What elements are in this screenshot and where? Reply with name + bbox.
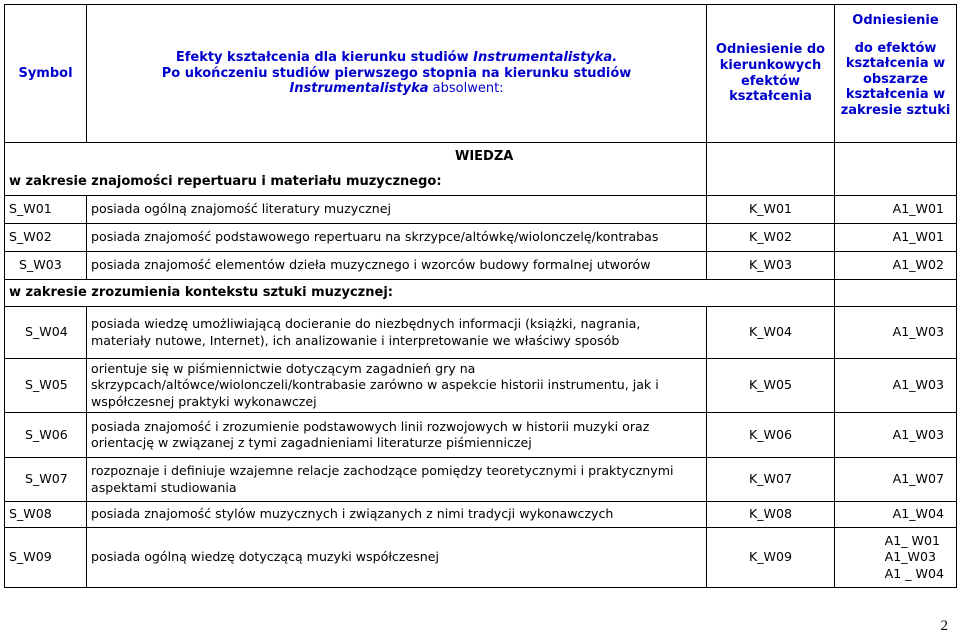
symbol-cell: S_W08 [5, 502, 87, 528]
obszar-ref-2: A1_W03 [884, 549, 936, 565]
obszar-ref-3: A1 _ W04 [884, 565, 944, 581]
empty-cell [835, 143, 957, 196]
obszar-header-rest: do efektów kształcenia w obszarze kształcenia w zakresie sztuki [840, 40, 951, 118]
description-cell: posiada wiedzę umożliwiającą docieranie do niezbędnych informacji (książki, nagrania, materiały nutowe, Internet), ich analizowanie i interpretowanie we właściwy sposób [87, 307, 707, 359]
description-cell: rozpoznaje i definiuje wzajemne relacje zachodzące pomiędzy teoretycznymi i praktycznymi aspektami studiowania [87, 458, 707, 502]
table-row [5, 502, 957, 528]
obszar-ref-cell: A1_W03 [835, 307, 957, 359]
obszar-header [835, 5, 957, 143]
title-line3-rest: absolwent: [428, 81, 504, 97]
title-line1: Efekty kształcenia dla kierunku studiów [175, 50, 474, 66]
kier-ref-cell: K_W06 [707, 413, 835, 458]
wiedza-heading: WIEDZA [455, 149, 514, 164]
kier-ref-cell: K_W09 [707, 528, 835, 588]
symbol-cell: S_W04 [5, 307, 87, 359]
kier-ref-cell: K_W05 [707, 359, 835, 413]
table-row [5, 458, 957, 502]
obszar-ref-1: A1_ W01 [884, 532, 940, 548]
table-row [5, 359, 957, 413]
kierunkowe-header: Odniesienie do kierunkowych efektów kształcenia [707, 5, 835, 143]
obszar-header-top: Odniesienie [852, 13, 939, 28]
obszar-ref-cell: A1_W03 [835, 413, 957, 458]
symbol-cell: S_W02 [5, 224, 87, 252]
description-cell: posiada znajomość stylów muzycznych i związanych z nimi tradycji wykonawczych [87, 502, 707, 528]
symbol-cell: S_W01 [5, 196, 87, 224]
section-wiedza-row [5, 143, 957, 196]
kontekst-subsection-row [5, 280, 957, 307]
page-number: 2 [940, 618, 948, 634]
title-line2: Po ukończeniu studiów pierwszego stopnia na kierunku studiów [161, 65, 632, 81]
header-row [5, 5, 957, 143]
kier-ref-cell: K_W02 [707, 224, 835, 252]
empty-cell [707, 143, 835, 196]
kier-ref-cell: K_W07 [707, 458, 835, 502]
symbol-cell: S_W06 [5, 413, 87, 458]
table-row [5, 224, 957, 252]
description-cell: posiada ogólną wiedzę dotyczącą muzyki współczesnej [87, 528, 707, 588]
obszar-ref-cell: A1_W01 [835, 224, 957, 252]
description-cell: posiada znajomość elementów dzieła muzycznego i wzorców budowy formalnej utworów [87, 252, 707, 280]
obszar-ref-cell: A1_W02 [835, 252, 957, 280]
obszar-ref-cell: A1_W03 [835, 359, 957, 413]
symbol-cell: S_W05 [5, 359, 87, 413]
table-row [5, 307, 957, 359]
symbol-cell: S_W03 [5, 252, 87, 280]
repertuar-subsection [5, 143, 707, 196]
symbol-cell: S_W09 [5, 528, 87, 588]
kier-ref-cell: K_W04 [707, 307, 835, 359]
title-header [87, 5, 707, 143]
table-row [5, 413, 957, 458]
title-line3-italic: Instrumentalistyka [289, 81, 429, 97]
repertuar-label: w zakresie znajomości repertuaru i materiału muzycznego: [9, 174, 442, 190]
obszar-ref-cell: A1_W07 [835, 458, 957, 502]
kier-ref-cell: K_W08 [707, 502, 835, 528]
obszar-ref-cell: A1_W01 [835, 196, 957, 224]
description-cell: posiada znajomość podstawowego repertuaru na skrzypce/altówkę/wiolonczelę/kontrabas [87, 224, 707, 252]
kier-ref-cell: K_W01 [707, 196, 835, 224]
learning-outcomes-table [4, 4, 957, 588]
kontekst-label: w zakresie zrozumienia kontekstu sztuki muzycznej: [5, 280, 835, 307]
document-page [4, 4, 960, 588]
obszar-ref-cell [835, 528, 957, 588]
description-cell: posiada znajomość i zrozumienie podstawowych linii rozwojowych w historii muzyki oraz orientację w związanej z tymi zagadnieniami literaturze piśmienniczej [87, 413, 707, 458]
symbol-header: Symbol [5, 5, 87, 143]
symbol-cell: S_W07 [5, 458, 87, 502]
obszar-ref-list [885, 533, 944, 582]
obszar-ref-cell: A1_W04 [835, 502, 957, 528]
table-row [5, 528, 957, 588]
table-row [5, 252, 957, 280]
kier-ref-cell: K_W03 [707, 252, 835, 280]
description-cell: orientuje się w piśmiennictwie dotyczącym zagadnień gry na skrzypcach/altówce/wiolonczeli/kontrabasie zarówno w aspekcie historii instrumentu, jak i współczesnej praktyki wykonawczej [87, 359, 707, 413]
table-row [5, 196, 957, 224]
empty-cell [835, 280, 957, 307]
title-line1-italic: Instrumentalistyka. [473, 50, 618, 66]
description-cell: posiada ogólną znajomość literatury muzycznej [87, 196, 707, 224]
